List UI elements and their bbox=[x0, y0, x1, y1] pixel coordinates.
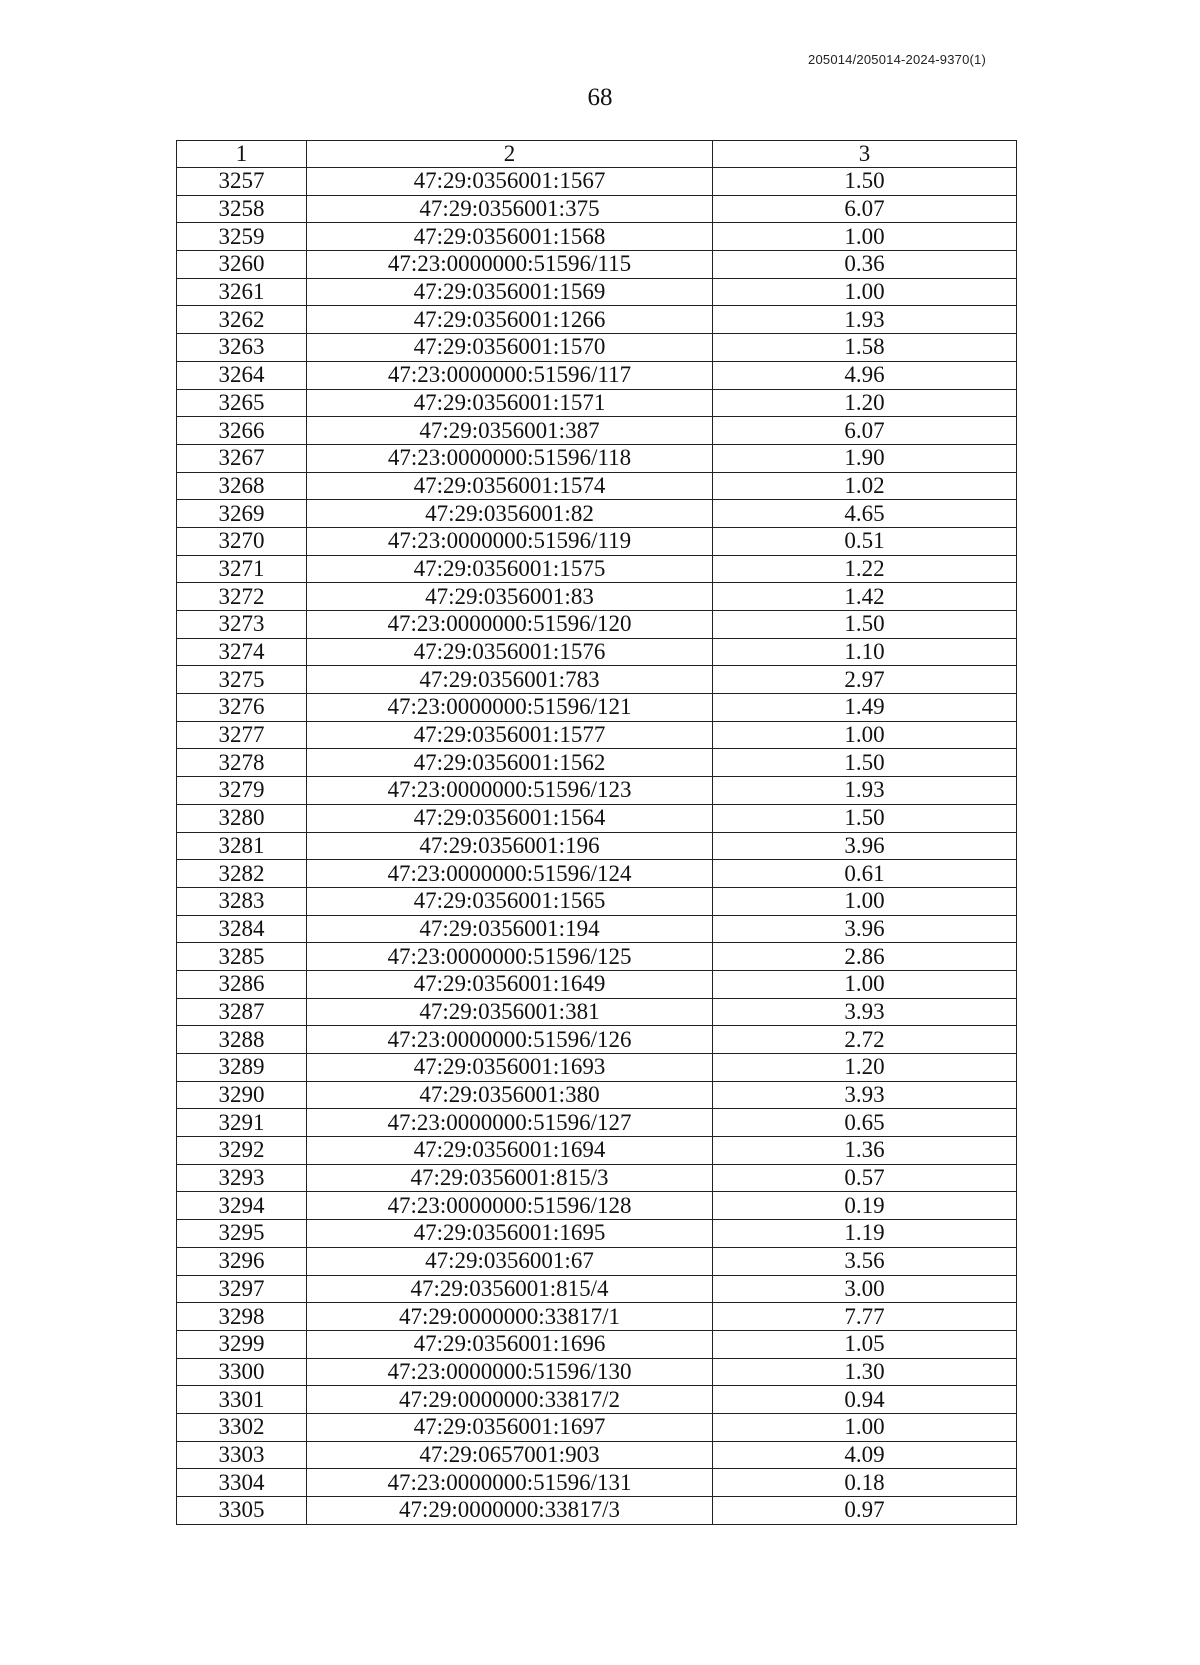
row-number-cell: 3266 bbox=[177, 417, 307, 445]
table-row bbox=[177, 970, 1017, 998]
cadastral-number-cell: 47:23:0000000:51596/131 bbox=[307, 1469, 713, 1497]
cadastral-number-cell: 47:29:0356001:83 bbox=[307, 583, 713, 611]
table-row bbox=[177, 500, 1017, 528]
row-number-cell: 3268 bbox=[177, 472, 307, 500]
value-cell: 3.56 bbox=[713, 1247, 1017, 1275]
table-row bbox=[177, 832, 1017, 860]
table-row bbox=[177, 389, 1017, 417]
value-cell: 1.05 bbox=[713, 1330, 1017, 1358]
row-number-cell: 3273 bbox=[177, 611, 307, 639]
value-cell: 3.96 bbox=[713, 915, 1017, 943]
cadastral-number-cell: 47:29:0356001:1649 bbox=[307, 970, 713, 998]
cadastral-number-cell: 47:29:0356001:1564 bbox=[307, 804, 713, 832]
value-cell: 1.50 bbox=[713, 804, 1017, 832]
row-number-cell: 3258 bbox=[177, 195, 307, 223]
data-table bbox=[176, 140, 1017, 1525]
row-number-cell: 3285 bbox=[177, 943, 307, 971]
value-cell: 1.50 bbox=[713, 611, 1017, 639]
value-cell: 4.65 bbox=[713, 500, 1017, 528]
table-row bbox=[177, 860, 1017, 888]
cadastral-number-cell: 47:29:0356001:194 bbox=[307, 915, 713, 943]
cadastral-number-cell: 47:29:0356001:381 bbox=[307, 998, 713, 1026]
cadastral-number-cell: 47:23:0000000:51596/121 bbox=[307, 694, 713, 722]
row-number-cell: 3288 bbox=[177, 1026, 307, 1054]
row-number-cell: 3283 bbox=[177, 887, 307, 915]
cadastral-number-cell: 47:29:0356001:1570 bbox=[307, 334, 713, 362]
cadastral-number-cell: 47:29:0356001:1694 bbox=[307, 1137, 713, 1165]
cadastral-number-cell: 47:29:0356001:783 bbox=[307, 666, 713, 694]
cadastral-number-cell: 47:29:0356001:1575 bbox=[307, 555, 713, 583]
cadastral-number-cell: 47:29:0356001:1697 bbox=[307, 1413, 713, 1441]
table-row bbox=[177, 334, 1017, 362]
table-row bbox=[177, 168, 1017, 196]
value-cell: 0.57 bbox=[713, 1164, 1017, 1192]
cadastral-number-cell: 47:29:0356001:375 bbox=[307, 195, 713, 223]
row-number-cell: 3295 bbox=[177, 1220, 307, 1248]
cadastral-number-cell: 47:29:0356001:196 bbox=[307, 832, 713, 860]
table-row bbox=[177, 1220, 1017, 1248]
row-number-cell: 3287 bbox=[177, 998, 307, 1026]
cadastral-number-cell: 47:23:0000000:51596/126 bbox=[307, 1026, 713, 1054]
value-cell: 3.93 bbox=[713, 1081, 1017, 1109]
table-row bbox=[177, 1081, 1017, 1109]
value-cell: 2.97 bbox=[713, 666, 1017, 694]
table-row bbox=[177, 223, 1017, 251]
column-header-2: 2 bbox=[307, 141, 713, 168]
value-cell: 1.22 bbox=[713, 555, 1017, 583]
row-number-cell: 3294 bbox=[177, 1192, 307, 1220]
column-header-3: 3 bbox=[713, 141, 1017, 168]
table-row bbox=[177, 666, 1017, 694]
table-row bbox=[177, 195, 1017, 223]
table-row bbox=[177, 361, 1017, 389]
cadastral-number-cell: 47:23:0000000:51596/123 bbox=[307, 777, 713, 805]
table-row bbox=[177, 1441, 1017, 1469]
table-row bbox=[177, 1386, 1017, 1414]
cadastral-number-cell: 47:23:0000000:51596/124 bbox=[307, 860, 713, 888]
table-row bbox=[177, 1247, 1017, 1275]
row-number-cell: 3302 bbox=[177, 1413, 307, 1441]
value-cell: 1.00 bbox=[713, 970, 1017, 998]
value-cell: 1.36 bbox=[713, 1137, 1017, 1165]
row-number-cell: 3275 bbox=[177, 666, 307, 694]
cadastral-number-cell: 47:23:0000000:51596/120 bbox=[307, 611, 713, 639]
row-number-cell: 3269 bbox=[177, 500, 307, 528]
table-row bbox=[177, 1164, 1017, 1192]
cadastral-number-cell: 47:23:0000000:51596/117 bbox=[307, 361, 713, 389]
cadastral-number-cell: 47:29:0356001:1565 bbox=[307, 887, 713, 915]
cadastral-number-cell: 47:23:0000000:51596/127 bbox=[307, 1109, 713, 1137]
cadastral-number-cell: 47:29:0356001:1571 bbox=[307, 389, 713, 417]
table-row bbox=[177, 1413, 1017, 1441]
table-row bbox=[177, 638, 1017, 666]
row-number-cell: 3261 bbox=[177, 278, 307, 306]
value-cell: 1.00 bbox=[713, 278, 1017, 306]
row-number-cell: 3297 bbox=[177, 1275, 307, 1303]
table-row bbox=[177, 527, 1017, 555]
table-row bbox=[177, 749, 1017, 777]
value-cell: 1.00 bbox=[713, 887, 1017, 915]
value-cell: 3.93 bbox=[713, 998, 1017, 1026]
table-row bbox=[177, 472, 1017, 500]
row-number-cell: 3296 bbox=[177, 1247, 307, 1275]
table-row bbox=[177, 1497, 1017, 1525]
table-row bbox=[177, 1275, 1017, 1303]
table-body bbox=[177, 168, 1017, 1525]
table-row bbox=[177, 1358, 1017, 1386]
row-number-cell: 3270 bbox=[177, 527, 307, 555]
row-number-cell: 3301 bbox=[177, 1386, 307, 1414]
table-row bbox=[177, 555, 1017, 583]
table-row bbox=[177, 998, 1017, 1026]
row-number-cell: 3263 bbox=[177, 334, 307, 362]
value-cell: 1.93 bbox=[713, 306, 1017, 334]
row-number-cell: 3276 bbox=[177, 694, 307, 722]
table-row bbox=[177, 1469, 1017, 1497]
table-row bbox=[177, 777, 1017, 805]
value-cell: 0.18 bbox=[713, 1469, 1017, 1497]
row-number-cell: 3286 bbox=[177, 970, 307, 998]
table-row bbox=[177, 251, 1017, 279]
cadastral-number-cell: 47:23:0000000:51596/130 bbox=[307, 1358, 713, 1386]
cadastral-number-cell: 47:29:0356001:380 bbox=[307, 1081, 713, 1109]
cadastral-number-cell: 47:29:0356001:815/3 bbox=[307, 1164, 713, 1192]
value-cell: 1.00 bbox=[713, 721, 1017, 749]
table-row bbox=[177, 611, 1017, 639]
cadastral-number-cell: 47:23:0000000:51596/119 bbox=[307, 527, 713, 555]
row-number-cell: 3303 bbox=[177, 1441, 307, 1469]
cadastral-number-cell: 47:29:0356001:1577 bbox=[307, 721, 713, 749]
cadastral-number-cell: 47:23:0000000:51596/128 bbox=[307, 1192, 713, 1220]
value-cell: 7.77 bbox=[713, 1303, 1017, 1331]
table-row bbox=[177, 1054, 1017, 1082]
cadastral-number-cell: 47:29:0000000:33817/1 bbox=[307, 1303, 713, 1331]
row-number-cell: 3279 bbox=[177, 777, 307, 805]
value-cell: 0.51 bbox=[713, 527, 1017, 555]
value-cell: 0.94 bbox=[713, 1386, 1017, 1414]
value-cell: 4.09 bbox=[713, 1441, 1017, 1469]
value-cell: 1.30 bbox=[713, 1358, 1017, 1386]
row-number-cell: 3260 bbox=[177, 251, 307, 279]
value-cell: 3.00 bbox=[713, 1275, 1017, 1303]
cadastral-number-cell: 47:29:0000000:33817/2 bbox=[307, 1386, 713, 1414]
value-cell: 1.20 bbox=[713, 389, 1017, 417]
cadastral-number-cell: 47:29:0657001:903 bbox=[307, 1441, 713, 1469]
page-number: 68 bbox=[587, 84, 613, 111]
row-number-cell: 3271 bbox=[177, 555, 307, 583]
row-number-cell: 3304 bbox=[177, 1469, 307, 1497]
cadastral-number-cell: 47:23:0000000:51596/125 bbox=[307, 943, 713, 971]
row-number-cell: 3299 bbox=[177, 1330, 307, 1358]
row-number-cell: 3298 bbox=[177, 1303, 307, 1331]
value-cell: 1.93 bbox=[713, 777, 1017, 805]
value-cell: 1.90 bbox=[713, 444, 1017, 472]
table-row bbox=[177, 1192, 1017, 1220]
cadastral-number-cell: 47:29:0356001:387 bbox=[307, 417, 713, 445]
column-header-1: 1 bbox=[177, 141, 307, 168]
table-row bbox=[177, 417, 1017, 445]
cadastral-number-cell: 47:23:0000000:51596/115 bbox=[307, 251, 713, 279]
cadastral-number-cell: 47:29:0356001:82 bbox=[307, 500, 713, 528]
table-row bbox=[177, 694, 1017, 722]
row-number-cell: 3289 bbox=[177, 1054, 307, 1082]
value-cell: 2.86 bbox=[713, 943, 1017, 971]
value-cell: 0.97 bbox=[713, 1497, 1017, 1525]
cadastral-number-cell: 47:29:0356001:1568 bbox=[307, 223, 713, 251]
cadastral-number-cell: 47:29:0356001:815/4 bbox=[307, 1275, 713, 1303]
cadastral-number-cell: 47:29:0356001:1576 bbox=[307, 638, 713, 666]
value-cell: 1.00 bbox=[713, 223, 1017, 251]
value-cell: 4.96 bbox=[713, 361, 1017, 389]
value-cell: 0.65 bbox=[713, 1109, 1017, 1137]
cadastral-number-cell: 47:29:0356001:1562 bbox=[307, 749, 713, 777]
cadastral-number-cell: 47:23:0000000:51596/118 bbox=[307, 444, 713, 472]
row-number-cell: 3284 bbox=[177, 915, 307, 943]
table-row bbox=[177, 1303, 1017, 1331]
row-number-cell: 3305 bbox=[177, 1497, 307, 1525]
row-number-cell: 3272 bbox=[177, 583, 307, 611]
cadastral-number-cell: 47:29:0356001:1574 bbox=[307, 472, 713, 500]
row-number-cell: 3293 bbox=[177, 1164, 307, 1192]
table-row bbox=[177, 1026, 1017, 1054]
value-cell: 1.00 bbox=[713, 1413, 1017, 1441]
row-number-cell: 3290 bbox=[177, 1081, 307, 1109]
row-number-cell: 3265 bbox=[177, 389, 307, 417]
cadastral-number-cell: 47:29:0356001:1567 bbox=[307, 168, 713, 196]
value-cell: 1.42 bbox=[713, 583, 1017, 611]
cadastral-number-cell: 47:29:0356001:1695 bbox=[307, 1220, 713, 1248]
row-number-cell: 3262 bbox=[177, 306, 307, 334]
value-cell: 6.07 bbox=[713, 417, 1017, 445]
row-number-cell: 3281 bbox=[177, 832, 307, 860]
document-reference: 205014/205014-2024-9370(1) bbox=[808, 52, 986, 67]
row-number-cell: 3277 bbox=[177, 721, 307, 749]
value-cell: 1.19 bbox=[713, 1220, 1017, 1248]
value-cell: 3.96 bbox=[713, 832, 1017, 860]
cadastral-number-cell: 47:29:0356001:67 bbox=[307, 1247, 713, 1275]
value-cell: 1.10 bbox=[713, 638, 1017, 666]
table-row bbox=[177, 306, 1017, 334]
value-cell: 1.58 bbox=[713, 334, 1017, 362]
row-number-cell: 3267 bbox=[177, 444, 307, 472]
value-cell: 1.20 bbox=[713, 1054, 1017, 1082]
value-cell: 6.07 bbox=[713, 195, 1017, 223]
value-cell: 0.19 bbox=[713, 1192, 1017, 1220]
row-number-cell: 3300 bbox=[177, 1358, 307, 1386]
cadastral-number-cell: 47:29:0000000:33817/3 bbox=[307, 1497, 713, 1525]
row-number-cell: 3257 bbox=[177, 168, 307, 196]
table-row bbox=[177, 1330, 1017, 1358]
value-cell: 2.72 bbox=[713, 1026, 1017, 1054]
table-row bbox=[177, 721, 1017, 749]
row-number-cell: 3278 bbox=[177, 749, 307, 777]
value-cell: 1.50 bbox=[713, 749, 1017, 777]
table-row bbox=[177, 1109, 1017, 1137]
row-number-cell: 3282 bbox=[177, 860, 307, 888]
table-header-row bbox=[177, 141, 1017, 168]
table-row bbox=[177, 943, 1017, 971]
cadastral-number-cell: 47:29:0356001:1569 bbox=[307, 278, 713, 306]
table-row bbox=[177, 583, 1017, 611]
value-cell: 1.02 bbox=[713, 472, 1017, 500]
row-number-cell: 3280 bbox=[177, 804, 307, 832]
row-number-cell: 3274 bbox=[177, 638, 307, 666]
row-number-cell: 3292 bbox=[177, 1137, 307, 1165]
table-row bbox=[177, 278, 1017, 306]
row-number-cell: 3259 bbox=[177, 223, 307, 251]
row-number-cell: 3291 bbox=[177, 1109, 307, 1137]
table-row bbox=[177, 1137, 1017, 1165]
value-cell: 1.49 bbox=[713, 694, 1017, 722]
table-row bbox=[177, 915, 1017, 943]
value-cell: 1.50 bbox=[713, 168, 1017, 196]
table-row bbox=[177, 444, 1017, 472]
value-cell: 0.36 bbox=[713, 251, 1017, 279]
cadastral-number-cell: 47:29:0356001:1696 bbox=[307, 1330, 713, 1358]
row-number-cell: 3264 bbox=[177, 361, 307, 389]
cadastral-number-cell: 47:29:0356001:1693 bbox=[307, 1054, 713, 1082]
value-cell: 0.61 bbox=[713, 860, 1017, 888]
table-row bbox=[177, 804, 1017, 832]
table-row bbox=[177, 887, 1017, 915]
cadastral-number-cell: 47:29:0356001:1266 bbox=[307, 306, 713, 334]
